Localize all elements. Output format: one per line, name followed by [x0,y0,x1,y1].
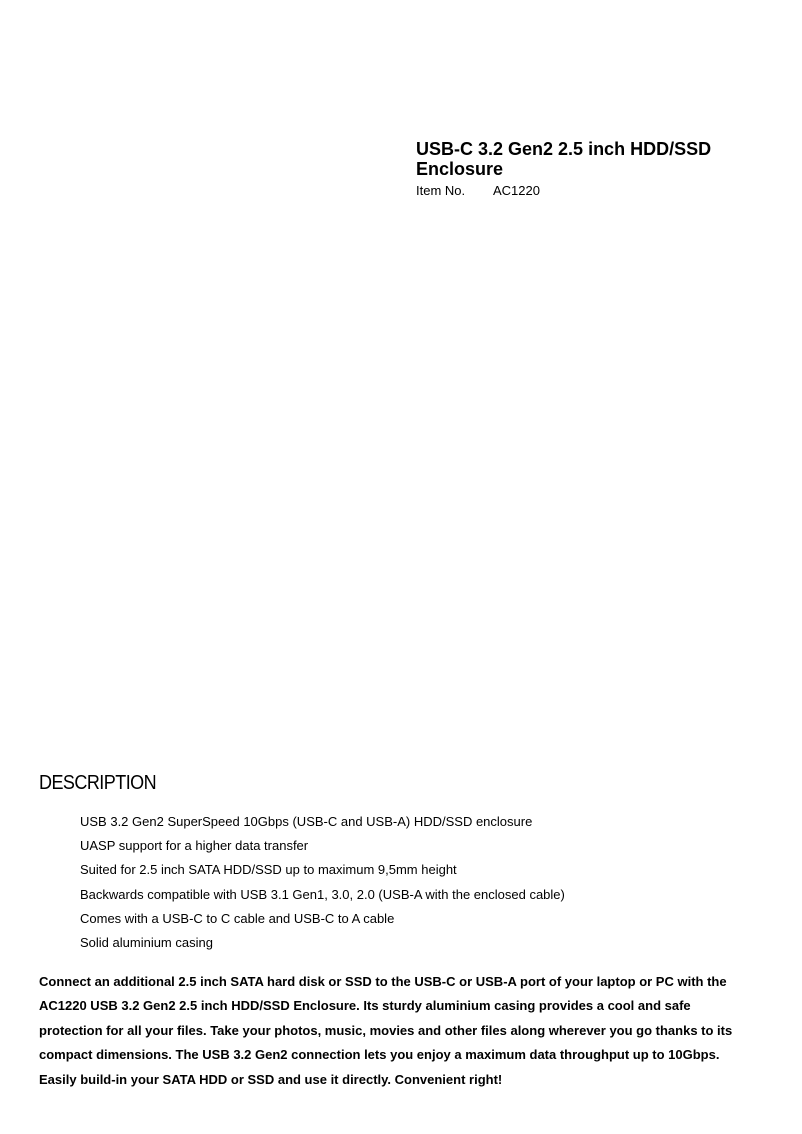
feature-item: Comes with a USB-C to C cable and USB-C to A cable [80,910,395,926]
feature-item: UASP support for a higher data transfer [80,838,309,854]
description-heading: DESCRIPTION [39,772,157,794]
feature-item: Suited for 2.5 inch SATA HDD/SSD up to maximum 9,5mm height [80,862,457,878]
feature-item: Backwards compatible with USB 3.1 Gen1, 3.0, 2.0 (USB-A with the enclosed cable) [80,886,565,902]
item-number-row [416,183,756,199]
product-header [416,139,756,199]
product-title: USB-C 3.2 Gen2 2.5 inch HDD/SSD Enclosure [416,139,712,179]
feature-list [80,812,565,957]
feature-item: Solid aluminium casing [80,934,213,950]
description-body: Connect an additional 2.5 inch SATA hard disk or SSD to the USB-C or USB-A port of your laptop or PC with the AC1220 USB 3.2 Gen2 2.5 inch HDD/SSD Enclosure. Its sturdy aluminium casing provides a cool and safe protection for all your files. Take your photos, music, movies and other files along wherever you go thanks to its compact dimensions. The USB 3.2 Gen2 connection lets you enjoy a maximum data throughput up to 10Gbps. Easily build-in your SATA HDD or SSD and use it directly. Convenient right! [39,974,733,1087]
item-number-label: Item No. [416,183,466,198]
item-number-value: AC1220 [493,183,540,198]
feature-item: USB 3.2 Gen2 SuperSpeed 10Gbps (USB-C and USB-A) HDD/SSD enclosure [80,814,533,829]
